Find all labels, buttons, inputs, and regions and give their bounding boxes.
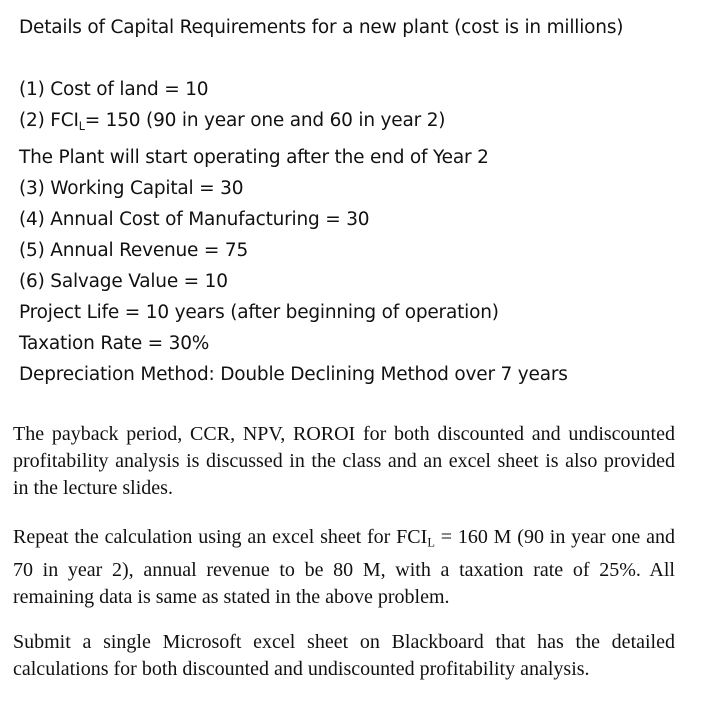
cost-of-land-item: (1) Cost of land = 10 <box>19 79 209 100</box>
requirements-list <box>19 74 568 390</box>
task-paragraph <box>13 524 675 611</box>
fci-suffix: = 150 (90 in year one and 60 in year 2) <box>84 110 446 131</box>
annual-revenue-item: (5) Annual Revenue = 75 <box>19 239 249 261</box>
salvage-value-item: (6) Salvage Value = 10 <box>19 270 228 292</box>
page-heading: Details of Capital Requirements for a new plant (cost is in millions) <box>19 17 624 38</box>
fci-prefix: (2) FCI <box>19 110 79 131</box>
taxation-rate-item: Taxation Rate = 30% <box>19 332 210 354</box>
working-capital-item: (3) Working Capital = 30 <box>19 177 244 199</box>
fci-subscript: L <box>78 119 85 133</box>
intro-paragraph: The payback period, CCR, NPV, ROROI for both discounted and undiscounted profitability analysis is discussed in the class and an excel sheet is also provided in the lecture slides. <box>13 423 675 499</box>
manufacturing-cost-item: (4) Annual Cost of Manufacturing = 30 <box>19 208 370 230</box>
task-text-after: = 160 M (90 in year one and 70 in year 2), annual revenue to be 80 M, with a taxation rate of 25%. All remaining data is same as stated in the above problem. <box>13 526 676 608</box>
task-fci-subscript: L <box>427 535 435 550</box>
task-text-before: Repeat the calculation using an excel sheet for FCI <box>13 526 428 548</box>
project-life-item: Project Life = 10 years (after beginning of operation) <box>19 301 499 323</box>
fci-item <box>19 105 568 142</box>
depreciation-method-item: Depreciation Method: Double Declining Method over 7 years <box>19 363 568 385</box>
submission-paragraph: Submit a single Microsoft excel sheet on Blackboard that has the detailed calculations for both discounted and undiscounted profitability analysis. <box>13 631 675 680</box>
operation-start-note: The Plant will start operating after the end of Year 2 <box>19 146 489 168</box>
